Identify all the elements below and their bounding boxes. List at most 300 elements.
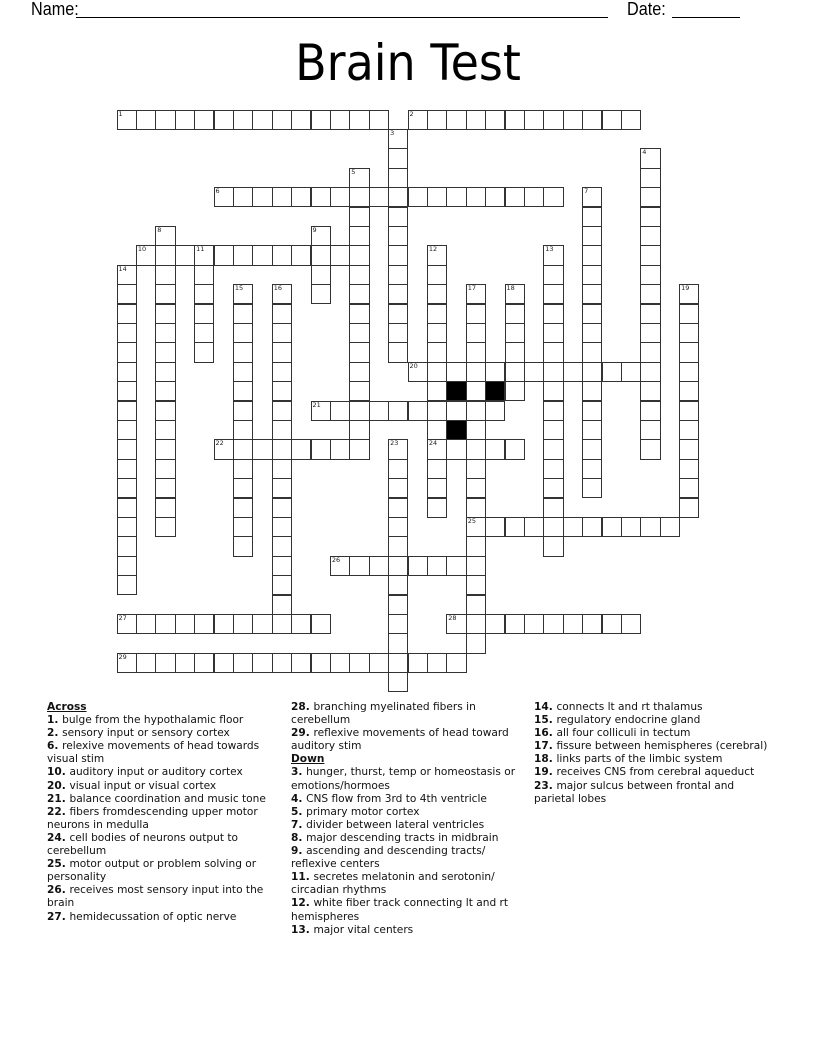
grid-cell[interactable] xyxy=(388,517,408,537)
grid-cell[interactable] xyxy=(602,517,622,537)
grid-cell[interactable] xyxy=(117,536,137,556)
grid-cell[interactable] xyxy=(272,323,292,343)
grid-cell[interactable] xyxy=(272,614,292,634)
grid-cell[interactable] xyxy=(466,536,486,556)
grid-cell[interactable] xyxy=(117,362,137,382)
grid-cell[interactable] xyxy=(679,420,699,440)
grid-cell[interactable] xyxy=(388,672,408,692)
grid-cell[interactable] xyxy=(349,556,369,576)
grid-cell[interactable] xyxy=(427,245,447,265)
grid-cell[interactable] xyxy=(466,420,486,440)
grid-cell[interactable] xyxy=(388,498,408,518)
grid-cell[interactable] xyxy=(679,459,699,479)
grid-cell[interactable] xyxy=(466,439,486,459)
grid-cell[interactable] xyxy=(349,420,369,440)
grid-cell[interactable] xyxy=(446,110,466,130)
date-field-line[interactable] xyxy=(672,17,740,18)
grid-cell[interactable] xyxy=(388,459,408,479)
grid-cell[interactable] xyxy=(272,595,292,615)
grid-cell[interactable] xyxy=(408,556,428,576)
grid-cell[interactable] xyxy=(466,459,486,479)
grid-cell[interactable] xyxy=(543,245,563,265)
grid-cell[interactable] xyxy=(427,187,447,207)
grid-cell[interactable] xyxy=(233,245,253,265)
grid-cell[interactable] xyxy=(640,265,660,285)
grid-cell[interactable] xyxy=(621,517,641,537)
grid-cell[interactable] xyxy=(233,536,253,556)
grid-cell[interactable] xyxy=(427,498,447,518)
grid-cell[interactable] xyxy=(640,226,660,246)
grid-cell[interactable] xyxy=(272,459,292,479)
grid-cell[interactable] xyxy=(640,168,660,188)
grid-cell[interactable] xyxy=(388,129,408,149)
grid-cell[interactable] xyxy=(505,284,525,304)
grid-cell[interactable] xyxy=(563,362,583,382)
grid-cell[interactable] xyxy=(388,633,408,653)
grid-cell[interactable] xyxy=(543,284,563,304)
grid-cell[interactable] xyxy=(272,401,292,421)
grid-cell[interactable] xyxy=(136,653,156,673)
grid-cell[interactable] xyxy=(291,187,311,207)
grid-cell[interactable] xyxy=(155,478,175,498)
grid-cell[interactable] xyxy=(679,342,699,362)
grid-cell[interactable] xyxy=(388,168,408,188)
grid-cell[interactable] xyxy=(388,595,408,615)
grid-cell[interactable] xyxy=(543,401,563,421)
grid-cell[interactable] xyxy=(136,614,156,634)
grid-cell[interactable] xyxy=(117,614,137,634)
grid-cell[interactable] xyxy=(330,439,350,459)
grid-cell[interactable] xyxy=(466,110,486,130)
grid-cell[interactable] xyxy=(679,439,699,459)
grid-cell[interactable] xyxy=(272,556,292,576)
grid-cell[interactable] xyxy=(543,459,563,479)
grid-cell[interactable] xyxy=(485,517,505,537)
grid-cell[interactable] xyxy=(524,110,544,130)
grid-cell[interactable] xyxy=(524,614,544,634)
grid-cell[interactable] xyxy=(543,478,563,498)
grid-cell[interactable] xyxy=(233,323,253,343)
grid-cell[interactable] xyxy=(291,653,311,673)
grid-cell[interactable] xyxy=(155,517,175,537)
grid-cell[interactable] xyxy=(330,245,350,265)
grid-cell[interactable] xyxy=(446,401,466,421)
grid-cell[interactable] xyxy=(291,245,311,265)
grid-cell[interactable] xyxy=(388,614,408,634)
grid-cell[interactable] xyxy=(582,614,602,634)
grid-cell[interactable] xyxy=(252,245,272,265)
grid-cell[interactable] xyxy=(214,653,234,673)
grid-cell[interactable] xyxy=(117,459,137,479)
grid-cell[interactable] xyxy=(427,653,447,673)
grid-cell[interactable] xyxy=(679,401,699,421)
grid-cell[interactable] xyxy=(582,284,602,304)
grid-cell[interactable] xyxy=(427,478,447,498)
grid-cell[interactable] xyxy=(349,304,369,324)
grid-cell[interactable] xyxy=(466,284,486,304)
grid-cell[interactable] xyxy=(505,614,525,634)
grid-cell[interactable] xyxy=(155,110,175,130)
grid-cell[interactable] xyxy=(117,304,137,324)
grid-cell[interactable] xyxy=(117,575,137,595)
grid-cell[interactable] xyxy=(388,284,408,304)
grid-cell[interactable] xyxy=(252,187,272,207)
grid-cell[interactable] xyxy=(349,323,369,343)
grid-cell[interactable] xyxy=(505,517,525,537)
grid-cell[interactable] xyxy=(582,420,602,440)
grid-cell[interactable] xyxy=(214,110,234,130)
grid-cell[interactable] xyxy=(349,110,369,130)
grid-cell[interactable] xyxy=(194,304,214,324)
grid-cell[interactable] xyxy=(175,614,195,634)
grid-cell[interactable] xyxy=(427,556,447,576)
grid-cell[interactable] xyxy=(233,401,253,421)
grid-cell[interactable] xyxy=(427,323,447,343)
grid-cell[interactable] xyxy=(311,439,331,459)
grid-cell[interactable] xyxy=(117,556,137,576)
grid-cell[interactable] xyxy=(349,342,369,362)
grid-cell[interactable] xyxy=(155,401,175,421)
grid-cell[interactable] xyxy=(427,381,447,401)
grid-cell[interactable] xyxy=(679,381,699,401)
grid-cell[interactable] xyxy=(233,420,253,440)
grid-cell[interactable] xyxy=(427,110,447,130)
grid-cell[interactable] xyxy=(155,420,175,440)
grid-cell[interactable] xyxy=(349,245,369,265)
grid-cell[interactable] xyxy=(272,653,292,673)
grid-cell[interactable] xyxy=(640,342,660,362)
grid-cell[interactable] xyxy=(214,245,234,265)
grid-cell[interactable] xyxy=(524,517,544,537)
grid-cell[interactable] xyxy=(233,342,253,362)
grid-cell[interactable] xyxy=(543,323,563,343)
grid-cell[interactable] xyxy=(466,342,486,362)
name-field-line[interactable] xyxy=(76,17,608,18)
grid-cell[interactable] xyxy=(233,381,253,401)
grid-cell[interactable] xyxy=(505,304,525,324)
grid-cell[interactable] xyxy=(233,459,253,479)
grid-cell[interactable] xyxy=(485,614,505,634)
grid-cell[interactable] xyxy=(466,575,486,595)
grid-cell[interactable] xyxy=(252,653,272,673)
grid-cell[interactable] xyxy=(117,265,137,285)
grid-cell[interactable] xyxy=(233,498,253,518)
grid-cell[interactable] xyxy=(291,439,311,459)
grid-cell[interactable] xyxy=(543,420,563,440)
grid-cell[interactable] xyxy=(679,304,699,324)
grid-cell[interactable] xyxy=(349,439,369,459)
grid-cell[interactable] xyxy=(660,517,680,537)
grid-cell[interactable] xyxy=(155,439,175,459)
grid-cell[interactable] xyxy=(349,401,369,421)
grid-cell[interactable] xyxy=(408,187,428,207)
grid-cell[interactable] xyxy=(214,614,234,634)
grid-cell[interactable] xyxy=(466,362,486,382)
grid-cell[interactable] xyxy=(485,110,505,130)
grid-cell[interactable] xyxy=(117,284,137,304)
grid-cell[interactable] xyxy=(543,614,563,634)
grid-cell[interactable] xyxy=(117,653,137,673)
grid-cell[interactable] xyxy=(505,187,525,207)
grid-cell[interactable] xyxy=(408,653,428,673)
grid-cell[interactable] xyxy=(621,110,641,130)
grid-cell[interactable] xyxy=(505,439,525,459)
grid-cell[interactable] xyxy=(349,168,369,188)
grid-cell[interactable] xyxy=(543,362,563,382)
grid-cell[interactable] xyxy=(311,110,331,130)
grid-cell[interactable] xyxy=(311,245,331,265)
grid-cell[interactable] xyxy=(408,401,428,421)
grid-cell[interactable] xyxy=(388,226,408,246)
grid-cell[interactable] xyxy=(155,304,175,324)
grid-cell[interactable] xyxy=(466,401,486,421)
grid-cell[interactable] xyxy=(602,614,622,634)
grid-cell[interactable] xyxy=(233,110,253,130)
grid-cell[interactable] xyxy=(446,614,466,634)
grid-cell[interactable] xyxy=(194,284,214,304)
grid-cell[interactable] xyxy=(272,187,292,207)
grid-cell[interactable] xyxy=(543,342,563,362)
grid-cell[interactable] xyxy=(640,284,660,304)
grid-cell[interactable] xyxy=(427,459,447,479)
grid-cell[interactable] xyxy=(505,110,525,130)
grid-cell[interactable] xyxy=(349,381,369,401)
grid-cell[interactable] xyxy=(485,401,505,421)
grid-cell[interactable] xyxy=(155,265,175,285)
grid-cell[interactable] xyxy=(117,110,137,130)
grid-cell[interactable] xyxy=(640,381,660,401)
grid-cell[interactable] xyxy=(446,187,466,207)
grid-cell[interactable] xyxy=(621,362,641,382)
grid-cell[interactable] xyxy=(117,420,137,440)
grid-cell[interactable] xyxy=(155,245,175,265)
grid-cell[interactable] xyxy=(505,362,525,382)
grid-cell[interactable] xyxy=(311,265,331,285)
grid-cell[interactable] xyxy=(543,439,563,459)
grid-cell[interactable] xyxy=(640,517,660,537)
grid-cell[interactable] xyxy=(505,323,525,343)
grid-cell[interactable] xyxy=(117,381,137,401)
grid-cell[interactable] xyxy=(582,187,602,207)
grid-cell[interactable] xyxy=(679,323,699,343)
grid-cell[interactable] xyxy=(582,342,602,362)
grid-cell[interactable] xyxy=(388,401,408,421)
grid-cell[interactable] xyxy=(543,110,563,130)
grid-cell[interactable] xyxy=(582,381,602,401)
grid-cell[interactable] xyxy=(272,498,292,518)
grid-cell[interactable] xyxy=(155,498,175,518)
grid-cell[interactable] xyxy=(155,614,175,634)
grid-cell[interactable] xyxy=(543,536,563,556)
grid-cell[interactable] xyxy=(427,265,447,285)
grid-cell[interactable] xyxy=(233,362,253,382)
grid-cell[interactable] xyxy=(155,342,175,362)
grid-cell[interactable] xyxy=(543,187,563,207)
grid-cell[interactable] xyxy=(640,245,660,265)
grid-cell[interactable] xyxy=(155,653,175,673)
grid-cell[interactable] xyxy=(582,459,602,479)
grid-cell[interactable] xyxy=(388,187,408,207)
grid-cell[interactable] xyxy=(194,110,214,130)
grid-cell[interactable] xyxy=(155,284,175,304)
grid-cell[interactable] xyxy=(582,323,602,343)
grid-cell[interactable] xyxy=(466,556,486,576)
grid-cell[interactable] xyxy=(272,284,292,304)
grid-cell[interactable] xyxy=(291,614,311,634)
grid-cell[interactable] xyxy=(252,614,272,634)
grid-cell[interactable] xyxy=(311,653,331,673)
grid-cell[interactable] xyxy=(330,110,350,130)
grid-cell[interactable] xyxy=(640,401,660,421)
grid-cell[interactable] xyxy=(427,420,447,440)
grid-cell[interactable] xyxy=(194,342,214,362)
grid-cell[interactable] xyxy=(427,284,447,304)
grid-cell[interactable] xyxy=(311,284,331,304)
grid-cell[interactable] xyxy=(330,401,350,421)
grid-cell[interactable] xyxy=(543,304,563,324)
grid-cell[interactable] xyxy=(136,245,156,265)
grid-cell[interactable] xyxy=(272,381,292,401)
grid-cell[interactable] xyxy=(155,459,175,479)
grid-cell[interactable] xyxy=(272,536,292,556)
grid-cell[interactable] xyxy=(117,498,137,518)
grid-cell[interactable] xyxy=(446,556,466,576)
grid-cell[interactable] xyxy=(582,401,602,421)
grid-cell[interactable] xyxy=(679,498,699,518)
grid-cell[interactable] xyxy=(582,517,602,537)
grid-cell[interactable] xyxy=(349,362,369,382)
grid-cell[interactable] xyxy=(427,342,447,362)
grid-cell[interactable] xyxy=(117,478,137,498)
grid-cell[interactable] xyxy=(136,110,156,130)
grid-cell[interactable] xyxy=(272,575,292,595)
grid-cell[interactable] xyxy=(505,342,525,362)
grid-cell[interactable] xyxy=(194,653,214,673)
grid-cell[interactable] xyxy=(640,323,660,343)
grid-cell[interactable] xyxy=(369,110,389,130)
grid-cell[interactable] xyxy=(117,439,137,459)
grid-cell[interactable] xyxy=(640,420,660,440)
grid-cell[interactable] xyxy=(466,614,486,634)
grid-cell[interactable] xyxy=(446,362,466,382)
grid-cell[interactable] xyxy=(233,304,253,324)
grid-cell[interactable] xyxy=(369,556,389,576)
grid-cell[interactable] xyxy=(272,110,292,130)
grid-cell[interactable] xyxy=(388,148,408,168)
grid-cell[interactable] xyxy=(640,439,660,459)
grid-cell[interactable] xyxy=(155,362,175,382)
grid-cell[interactable] xyxy=(155,226,175,246)
grid-cell[interactable] xyxy=(543,265,563,285)
grid-cell[interactable] xyxy=(272,304,292,324)
grid-cell[interactable] xyxy=(175,653,195,673)
grid-cell[interactable] xyxy=(349,265,369,285)
grid-cell[interactable] xyxy=(408,362,428,382)
grid-cell[interactable] xyxy=(466,381,486,401)
grid-cell[interactable] xyxy=(155,323,175,343)
grid-cell[interactable] xyxy=(466,633,486,653)
grid-cell[interactable] xyxy=(272,362,292,382)
grid-cell[interactable] xyxy=(388,245,408,265)
grid-cell[interactable] xyxy=(272,245,292,265)
grid-cell[interactable] xyxy=(330,653,350,673)
grid-cell[interactable] xyxy=(272,517,292,537)
grid-cell[interactable] xyxy=(543,517,563,537)
grid-cell[interactable] xyxy=(311,187,331,207)
grid-cell[interactable] xyxy=(602,110,622,130)
grid-cell[interactable] xyxy=(466,323,486,343)
grid-cell[interactable] xyxy=(582,265,602,285)
grid-cell[interactable] xyxy=(117,323,137,343)
grid-cell[interactable] xyxy=(485,187,505,207)
grid-cell[interactable] xyxy=(349,226,369,246)
grid-cell[interactable] xyxy=(330,556,350,576)
grid-cell[interactable] xyxy=(272,342,292,362)
grid-cell[interactable] xyxy=(233,517,253,537)
grid-cell[interactable] xyxy=(233,187,253,207)
grid-cell[interactable] xyxy=(252,439,272,459)
grid-cell[interactable] xyxy=(563,614,583,634)
grid-cell[interactable] xyxy=(582,439,602,459)
grid-cell[interactable] xyxy=(582,362,602,382)
grid-cell[interactable] xyxy=(388,653,408,673)
grid-cell[interactable] xyxy=(524,362,544,382)
grid-cell[interactable] xyxy=(466,517,486,537)
grid-cell[interactable] xyxy=(466,498,486,518)
grid-cell[interactable] xyxy=(640,304,660,324)
grid-cell[interactable] xyxy=(602,362,622,382)
grid-cell[interactable] xyxy=(427,362,447,382)
grid-cell[interactable] xyxy=(369,401,389,421)
grid-cell[interactable] xyxy=(446,439,466,459)
grid-cell[interactable] xyxy=(388,265,408,285)
grid-cell[interactable] xyxy=(388,342,408,362)
grid-cell[interactable] xyxy=(194,614,214,634)
grid-cell[interactable] xyxy=(485,362,505,382)
grid-cell[interactable] xyxy=(582,304,602,324)
grid-cell[interactable] xyxy=(388,207,408,227)
grid-cell[interactable] xyxy=(388,536,408,556)
grid-cell[interactable] xyxy=(640,207,660,227)
grid-cell[interactable] xyxy=(291,110,311,130)
grid-cell[interactable] xyxy=(427,439,447,459)
grid-cell[interactable] xyxy=(155,381,175,401)
grid-cell[interactable] xyxy=(272,439,292,459)
grid-cell[interactable] xyxy=(388,556,408,576)
grid-cell[interactable] xyxy=(252,110,272,130)
grid-cell[interactable] xyxy=(388,304,408,324)
grid-cell[interactable] xyxy=(311,614,331,634)
grid-cell[interactable] xyxy=(117,517,137,537)
grid-cell[interactable] xyxy=(543,498,563,518)
grid-cell[interactable] xyxy=(679,478,699,498)
grid-cell[interactable] xyxy=(466,595,486,615)
grid-cell[interactable] xyxy=(117,401,137,421)
grid-cell[interactable] xyxy=(214,439,234,459)
grid-cell[interactable] xyxy=(349,187,369,207)
grid-cell[interactable] xyxy=(563,110,583,130)
grid-cell[interactable] xyxy=(427,401,447,421)
grid-cell[interactable] xyxy=(233,478,253,498)
grid-cell[interactable] xyxy=(582,207,602,227)
grid-cell[interactable] xyxy=(349,653,369,673)
grid-cell[interactable] xyxy=(233,284,253,304)
grid-cell[interactable] xyxy=(272,420,292,440)
grid-cell[interactable] xyxy=(194,323,214,343)
grid-cell[interactable] xyxy=(272,478,292,498)
grid-cell[interactable] xyxy=(427,304,447,324)
grid-cell[interactable] xyxy=(446,653,466,673)
